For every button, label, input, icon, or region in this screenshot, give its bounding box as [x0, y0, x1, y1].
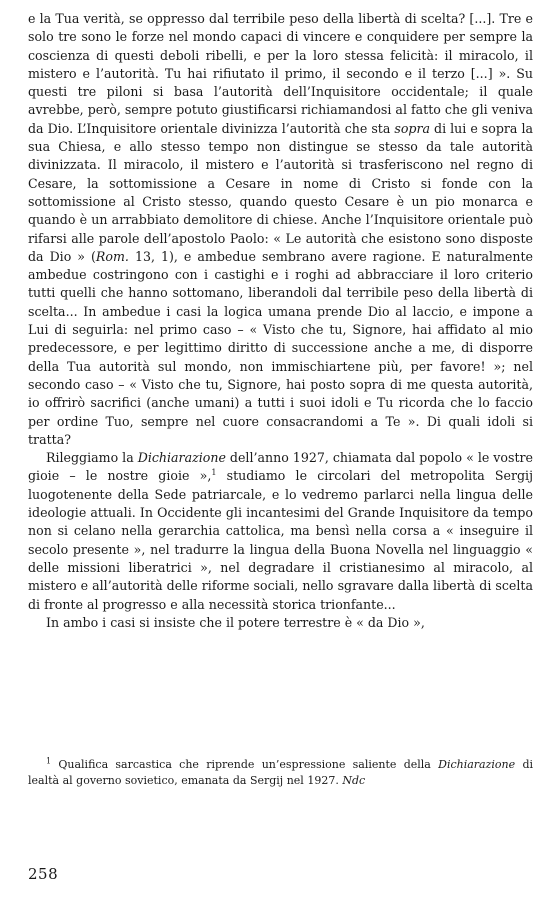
- text-run: di lealtà al governo sovietico, emanata da Sergij nel 1927.: [28, 758, 533, 787]
- page-body: [28, 10, 533, 632]
- footnote-marker: 1: [211, 468, 217, 478]
- text-run: In ambo i casi si insiste che il potere terrestre è « da Dio »,: [46, 614, 425, 630]
- italic-text: Dichiarazione: [137, 450, 226, 466]
- italic-text: sopra: [394, 120, 431, 136]
- text-run: 13, 1), e ambedue sembrano avere ragione. E naturalmente ambedue costringono con i castighi e i roghi ad abbracciare il loro criterio tutti quelli che hanno sottomano, liberandoli dal terribile peso della libertà di scelta... In ambedue i casi la logica umana prende Dio al laccio, e impone a Lui di seguirla: nel primo caso – « Visto che tu, Signore, hai affidato al mio predecessore, e per legittimo diritto di successione anche a me, di disporre della Tua autorità sul mondo, non immischiartene più, per favore! »; nel secondo caso – « Visto che tu, Signore, hai posto sopra di me questa autorità, io offrirò sacrifici (anche umani) a tutti i suoi idoli e Tu ricorda che lo faccio per ordine Tuo, sempre nel cuore consacrandomi a Te ». Di quali idoli si tratta?: [28, 248, 534, 447]
- footnote-1: [28, 757, 533, 788]
- page-number: 258: [28, 865, 59, 883]
- footnotes: [28, 757, 533, 788]
- paragraph: [28, 449, 533, 614]
- paragraph: [28, 10, 533, 449]
- paragraph: [28, 614, 533, 632]
- footnote-marker: 1: [46, 756, 52, 766]
- text-run: di lui e sopra la sua Chiesa, e allo stesso tempo non distingue se stesso da tale autorità divinizzata. Il miracolo, il mistero e l’autorità si trasferiscono nel regno di Cesare, la sottomissione a Cesare in nome di Cristo si fonde con la sottomissione al Cristo stesso, quando questo Cesare è un pio monarca e quando è un arrabbiato demolitore di chiese. Anche l’Inquisitore orientale può rifarsi alle parole dell’apostolo Paolo: « Le autorità che esistono sono disposte da Dio » (: [28, 120, 533, 264]
- text-run: Qualifica sarcastica che riprende un’espressione saliente della: [51, 758, 439, 771]
- italic-text: Dichiarazione: [438, 758, 516, 771]
- italic-text: Ndc: [342, 773, 366, 787]
- text-run: studiamo le circolari del metropolita Sergij luogotenente della Sede patriarcale, e lo vedremo parlarci nella lingua delle ideologie attuali. In Occidente gli incantesimi del Grande Inquisitore da tempo non si celano nella gerarchia cattolica, ma bensì nella corsa a « inseguire il secolo presente », nel tradurre la lingua della Buona Novella nel linguaggio « delle missioni liberatrici », nel degradare il cristianesimo al miracolo, al mistero e all’autorità delle riforme sociali, nello sgravare dalla libertà di scelta di fronte al progresso e alla necessità storica trionfante...: [28, 468, 533, 612]
- main-text: [28, 10, 533, 632]
- text-run: Rileggiamo la: [46, 450, 138, 466]
- italic-text: Rom.: [95, 248, 129, 264]
- text-run: e la Tua verità, se oppresso dal terribile peso della libertà di scelta? [...]. Tre e solo tre sono le forze nel mondo capaci di vincere e conquidere per sempre la coscienza di questi deboli ribelli, e per la loro stessa felicità: il miracolo, il mistero e l’autorità. Tu hai rifiutato il primo, il secondo e il terzo [...] ». Su questi tre piloni si basa l’autorità dell’Inquisitore occidentale; il quale avrebbe, però, sempre potuto giustificarsi richiamandosi al fatto che gli veniva da Dio. L’Inquisitore orientale divinizza l’autorità che sta: [28, 11, 533, 136]
- text-run: dell’anno 1927, chiamata dal popolo « le vostre gioie – le nostre gioie »,: [28, 450, 534, 484]
